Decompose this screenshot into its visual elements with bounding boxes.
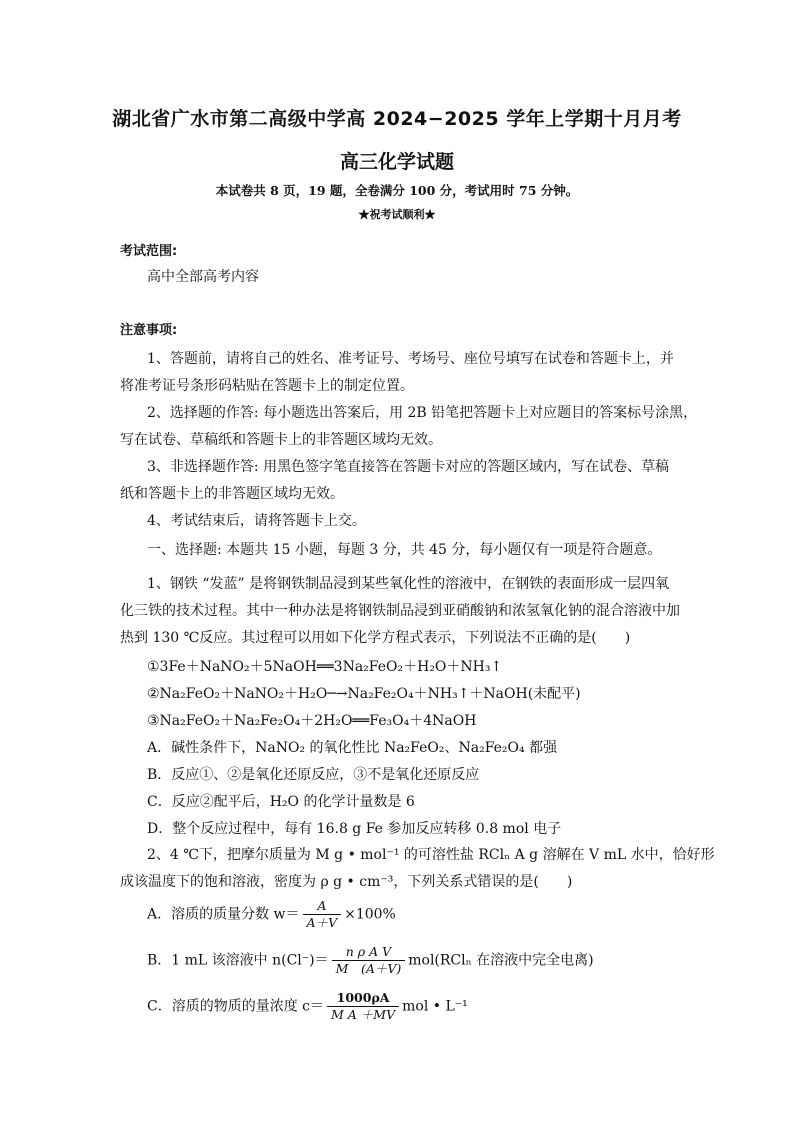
note-item-3b: 纸和答题卡上的非答题区域均无效。 <box>120 486 344 502</box>
q2-option-a-text: A．溶质的质量分数 w＝ <box>147 906 300 923</box>
q2-option-c <box>147 990 468 1023</box>
fraction-numerator: 1000ρA <box>327 990 399 1007</box>
q1-equation-1: ①3Fe＋NaNO₂＋5NaOH══3Na₂FeO₂＋H₂O＋NH₃↑ <box>147 659 503 675</box>
exam-title-line1: 湖北省广水市第二高级中学高 2024−2025 学年上学期十月月考 <box>112 108 682 130</box>
q2-option-a <box>147 898 396 931</box>
note-item-3a: 3、非选择题作答: 用黑色签字笔直接答在答题卡对应的答题区域内，写在试卷、草稿 <box>147 459 670 475</box>
fraction-denominator: M A ＋MV <box>331 1007 396 1022</box>
q1-option-b: B．反应①、②是氧化还原反应，③不是氧化还原反应 <box>147 767 480 783</box>
note-item-2b: 写在试卷、草稿纸和答题卡上的非答题区域均无效。 <box>120 432 442 448</box>
section-1-heading: 一、选择题: 本题共 15 小题，每题 3 分，共 45 分，每小题仅有一项是符合题意。 <box>147 542 662 558</box>
q2-option-c-suffix: mol • L⁻¹ <box>402 998 468 1015</box>
q2-option-c-text: C．溶质的物质的量浓度 c＝ <box>147 998 325 1015</box>
q2-option-c-fraction <box>327 990 399 1023</box>
q1-option-d: D．整个反应过程中，每有 16.8 g Fe 参加反应转移 0.8 mol 电子 <box>147 821 562 837</box>
q2-option-a-suffix: ×100% <box>344 906 396 923</box>
q1-equation-3: ③Na₂FeO₂＋Na₂Fe₂O₄＋2H₂O══Fe₃O₄＋4NaOH <box>147 713 477 729</box>
q1-equation-2: ②Na₂FeO₂＋NaNO₂＋H₂O─→Na₂Fe₂O₄＋NH₃↑＋NaOH(未配平) <box>147 686 581 702</box>
q2-option-b <box>147 944 594 977</box>
note-item-2a: 2、选择题的作答: 每小题选出答案后，用 2B 铅笔把答题卡上对应题目的答案标号涂黑， <box>147 405 698 421</box>
scope-content: 高中全部高考内容 <box>147 269 259 285</box>
exam-title-line2: 高三化学试题 <box>339 151 454 173</box>
note-item-1a: 1、答题前，请将自己的姓名、准考证号、考场号、座位号填写在试卷和答题卡上，并 <box>147 351 674 367</box>
notes-label: 注意事项: <box>120 323 178 338</box>
good-luck-note: ★祝考试顺利★ <box>358 208 436 221</box>
q2-stem-a: 2、4 ℃下，把摩尔质量为 M g • mol⁻¹ 的可溶性盐 RClₙ A g 溶解在 V mL 水中，恰好形 <box>147 847 715 863</box>
q2-option-b-suffix: mol(RClₙ 在溶液中完全电离) <box>408 952 594 969</box>
q2-option-b-text: B．1 mL 该溶液中 n(Cl⁻)＝ <box>147 952 329 969</box>
q2-option-b-fraction <box>332 944 406 977</box>
fraction-numerator: A <box>303 898 342 915</box>
fraction-denominator: M (A＋V) <box>335 961 402 976</box>
fraction-numerator: n ρ A V <box>332 944 406 961</box>
q2-stem-b: 成该温度下的饱和溶液，密度为 ρ g • cm⁻³，下列关系式错误的是( ) <box>120 874 573 890</box>
scope-label: 考试范围: <box>120 244 178 259</box>
q1-stem-a: 1、钢铁 “发蓝” 是将钢铁制品浸到某些氧化性的溶液中，在钢铁的表面形成一层四氧 <box>147 576 670 592</box>
q1-option-a: A．碱性条件下，NaNO₂ 的氧化性比 Na₂FeO₂、Na₂Fe₂O₄ 都强 <box>147 740 558 756</box>
fraction-denominator: A＋V <box>306 915 338 930</box>
note-item-1b: 将准考证号条形码粘贴在答题卡上的制定位置。 <box>120 378 414 394</box>
q1-stem-b: 化三铁的技术过程。其中一种办法是将钢铁制品浸到亚硝酸钠和浓氢氧化钠的混合溶液中加 <box>120 603 680 619</box>
exam-subtitle: 本试卷共 8 页，19 题，全卷满分 100 分，考试用时 75 分钟。 <box>215 183 579 198</box>
q1-stem-c: 热到 130 ℃反应。其过程可以用如下化学方程式表示，下列说法不正确的是( ) <box>120 630 631 646</box>
q1-option-c: C．反应②配平后，H₂O 的化学计量数是 6 <box>147 794 415 810</box>
q2-option-a-fraction <box>303 898 342 931</box>
note-item-4: 4、考试结束后，请将答题卡上交。 <box>147 513 366 529</box>
